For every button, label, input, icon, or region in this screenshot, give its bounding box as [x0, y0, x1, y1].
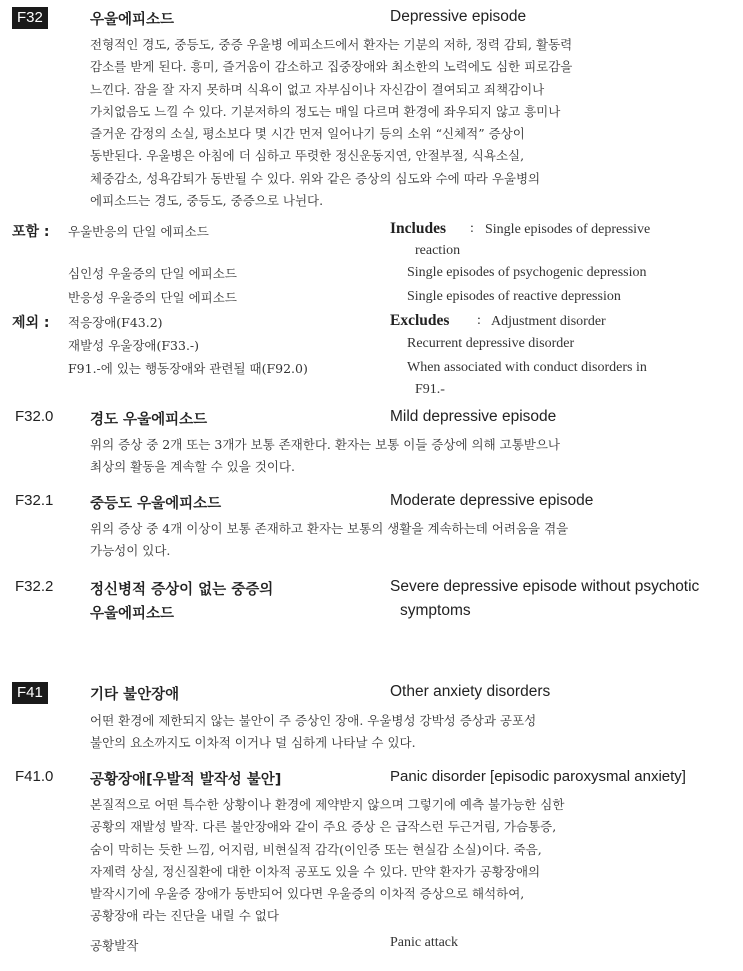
includes-colon: :	[470, 221, 474, 236]
section-code-f32-0: F32.0	[15, 408, 54, 425]
section-title-en-f32-1: Moderate depressive episode	[390, 492, 594, 509]
body-line: 가능성이 있다.	[90, 543, 171, 559]
section-code-f32: F32	[12, 7, 48, 29]
section-title-ko-f32-2: 정신병적 증상이 없는 중증의	[90, 582, 274, 598]
body-line: 어떤 환경에 제한되지 않는 불안이 주 증상인 장애. 우울병성 강박성 증상과 공포성	[90, 713, 537, 728]
includes-item-en: Single episodes of reactive depression	[407, 289, 621, 304]
body-line: 동반된다. 우울병은 아침에 더 심하고 뚜렷한 정신운동지연, 안절부절, 식욕소실,	[90, 148, 525, 164]
body-line: 자제력 상실, 정신질환에 대한 이차적 공포도 있을 수 있다. 만약 환자가 공황장애의	[90, 863, 541, 879]
section-body-f32	[90, 34, 572, 212]
excludes-item-en: F91.-	[415, 382, 445, 397]
body-line: 즐거운 감정의 소실, 평소보다 몇 시간 먼저 일어나기 등의 소위 “신체적” 증상이	[90, 126, 525, 142]
section-body-f41	[90, 710, 536, 755]
excludes-item-en: Adjustment disorder	[491, 314, 606, 329]
excludes-item-en: When associated with conduct disorders in	[407, 360, 647, 375]
body-line: 공황장애 라는 진단을 내릴 수 없다	[90, 908, 279, 924]
section-title-ko-f32-1: 중등도 우울에피소드	[90, 496, 222, 512]
section-code-f32-1: F32.1	[15, 492, 54, 509]
section-title-ko-f41: 기타 불안장애	[90, 687, 180, 703]
excludes-item-ko: 적응장애(F43.2)	[68, 315, 163, 330]
body-line: 불안의 요소까지도 이차적 이거나 덜 심하게 나타날 수 있다.	[90, 735, 416, 751]
section-body-f32-1	[90, 518, 568, 563]
body-line: 본질적으로 어떤 특수한 상황이나 환경에 제약받지 않으며 그렇기에 예측 불가능한 심한	[90, 797, 565, 812]
body-line: 감소를 받게 된다. 흥미, 즐거움이 감소하고 집중장애와 최소한의 노력에도 심한 피로감을	[90, 59, 573, 75]
includes-item-en: Single episodes of depressive	[485, 222, 651, 237]
body-line: 에피소드는 경도, 중등도, 중증으로 나뉜다.	[90, 193, 324, 209]
body-line: 숨이 막히는 듯한 느낌, 어지럼, 비현실적 감각(이인증 또는 현실감 소실)이다. 죽음,	[90, 841, 542, 857]
excludes-item-ko: 재발성 우울장애(F33.-)	[68, 338, 200, 353]
section-title-ko-f41-0: 공황장애[우발적 발작성 불안]	[90, 772, 282, 788]
body-line: 발작시기에 우울증 장애가 동반되어 있다면 우울증의 이차적 증상으로 해석하여,	[90, 886, 525, 902]
section-code-f32-2: F32.2	[15, 578, 54, 595]
body-line: 체중감소, 성욕감퇴가 동반될 수 있다. 위와 같은 증상의 심도와 수에 따라 우울병의	[90, 170, 541, 186]
section-title-en-f41-0: Panic disorder [episodic paroxysmal anxiety]	[390, 768, 686, 785]
term-en-panic-attack: Panic attack	[390, 935, 459, 950]
section-title-en-f32-2-line2: symptoms	[400, 602, 471, 619]
term-ko-panic-attack: 공황발작	[90, 938, 139, 953]
section-code-f41-0: F41.0	[15, 768, 54, 785]
body-line: 가치없음도 느낄 수 있다. 기분저하의 정도는 매일 다르며 환경에 좌우되지 않고 흥미나	[90, 103, 561, 119]
body-line: 위의 증상 중 2개 또는 3개가 보통 존재한다. 환자는 보통 이들 증상에 의해 고통받으나	[90, 437, 561, 452]
includes-item-en: reaction	[415, 243, 461, 258]
includes-item-ko: 반응성 우울증의 단일 에피소드	[68, 290, 237, 305]
excludes-item-en: Recurrent depressive disorder	[407, 336, 575, 351]
excludes-item-ko: F91.-에 있는 행동장애와 관련될 때(F92.0)	[68, 361, 308, 376]
excludes-label-ko: 제외 :	[12, 315, 50, 331]
body-line: 공황의 재발성 발작. 다른 불안장애와 같이 주요 증상 은 급작스런 두근거림, 가슴통증,	[90, 819, 557, 835]
body-line: 최상의 활동을 계속할 수 있을 것이다.	[90, 459, 295, 475]
body-line: 전형적인 경도, 중등도, 중증 우울병 에피소드에서 환자는 기분의 저하, 정력 감퇴, 활동력	[90, 37, 573, 52]
includes-item-ko: 심인성 우울증의 단일 에피소드	[68, 266, 237, 281]
section-body-f32-0	[90, 434, 560, 479]
section-body-f41-0	[90, 794, 564, 928]
section-title-ko-f32: 우울에피소드	[90, 12, 175, 28]
excludes-colon: :	[477, 313, 481, 328]
includes-item-en: Single episodes of psychogenic depression	[407, 265, 647, 280]
includes-item-ko: 우울반응의 단일 에피소드	[68, 224, 209, 239]
includes-label-en: Includes	[390, 220, 446, 237]
section-title-ko-f32-0: 경도 우울에피소드	[90, 412, 208, 428]
body-line: 느낀다. 잠을 잘 자지 못하며 식욕이 없고 자부심이나 자신감이 결여되고 죄책감이나	[90, 81, 545, 97]
section-title-en-f32-2: Severe depressive episode without psychotic	[390, 578, 700, 595]
body-line: 위의 증상 중 4개 이상이 보통 존재하고 환자는 보통의 생활을 계속하는데 어려움을 겪을	[90, 521, 569, 536]
section-title-en-f32-0: Mild depressive episode	[390, 408, 557, 425]
section-title-ko-f32-2-line2: 우울에피소드	[90, 606, 175, 622]
excludes-label-en: Excludes	[390, 312, 450, 329]
section-title-en-f32: Depressive episode	[390, 8, 527, 25]
section-code-f41: F41	[12, 682, 48, 704]
section-title-en-f41: Other anxiety disorders	[390, 683, 551, 700]
includes-label-ko: 포함 :	[12, 224, 50, 240]
